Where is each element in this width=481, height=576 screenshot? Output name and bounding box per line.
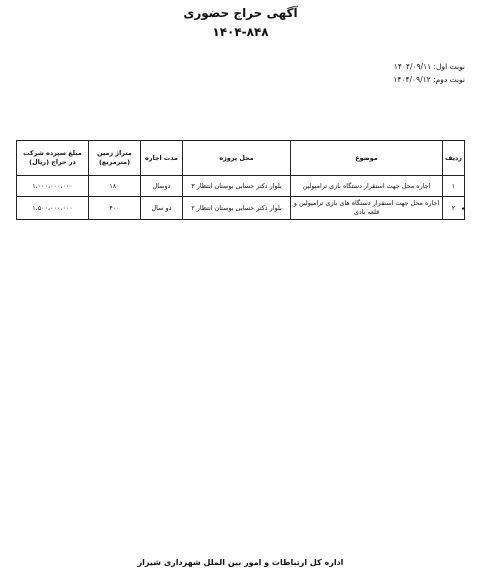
row-area: ۱۸۰ bbox=[89, 176, 141, 197]
header-subject: موضوع bbox=[291, 141, 443, 176]
table-row bbox=[17, 197, 465, 220]
header-duration: مدت اجاره bbox=[141, 141, 183, 176]
row-location: بلوار دکتر حسابی بوستان انتظار ۳ bbox=[183, 176, 291, 197]
table-header-row bbox=[17, 141, 465, 176]
first-date-line bbox=[393, 60, 465, 73]
second-date-line bbox=[393, 73, 465, 86]
row-duration: دوسال bbox=[141, 176, 183, 197]
row-subject: اجاره محل جهت استقرار دستگاه بازی ترامپولین bbox=[291, 176, 443, 197]
header-deposit: مبلغ سپرده شرکت در حراج (ریال) bbox=[17, 141, 89, 176]
first-date-label: نوبت اول: bbox=[433, 62, 465, 71]
second-date-value: ۱۴۰۴/۰۹/۱۲ bbox=[393, 75, 431, 84]
notice-title: آگهی حراج حضوری bbox=[183, 6, 298, 20]
row-area: ۴۰۰ bbox=[89, 197, 141, 220]
first-date-value: ۱۴۰۴/۰۹/۱۱ bbox=[393, 62, 432, 71]
header-area: متراژ زمین (مترمربع) bbox=[89, 141, 141, 176]
row-deposit: ۱،۵۰۰،۰۰۰،۰۰۰ bbox=[17, 197, 89, 220]
row-subject: اجاره محل جهت استقرار دستگاه های بازی ترامپولین و قلعه بادی bbox=[291, 197, 443, 220]
issuer-signature: اداره کل ارتباطات و امور بین الملل شهرداری شیراز bbox=[137, 558, 344, 567]
second-date-label: نوبت دوم: bbox=[433, 75, 465, 84]
row-location: بلوار دکتر حسابی بوستان انتظار ۲ bbox=[183, 197, 291, 220]
header-location: محل پروژه bbox=[183, 141, 291, 176]
header-row-number: ردیف bbox=[443, 141, 465, 176]
row-deposit: ۱،۰۰۰،۰۰۰،۰۰۰ bbox=[17, 176, 89, 197]
row-number: ۲ bbox=[443, 197, 465, 220]
table-row bbox=[17, 176, 465, 197]
row-number: ۱ bbox=[443, 176, 465, 197]
row-duration: دو سال bbox=[141, 197, 183, 220]
notice-code: ۱۴۰۴-۸۴۸ bbox=[212, 25, 269, 39]
auction-items-table bbox=[16, 140, 465, 220]
publication-dates bbox=[393, 60, 465, 86]
